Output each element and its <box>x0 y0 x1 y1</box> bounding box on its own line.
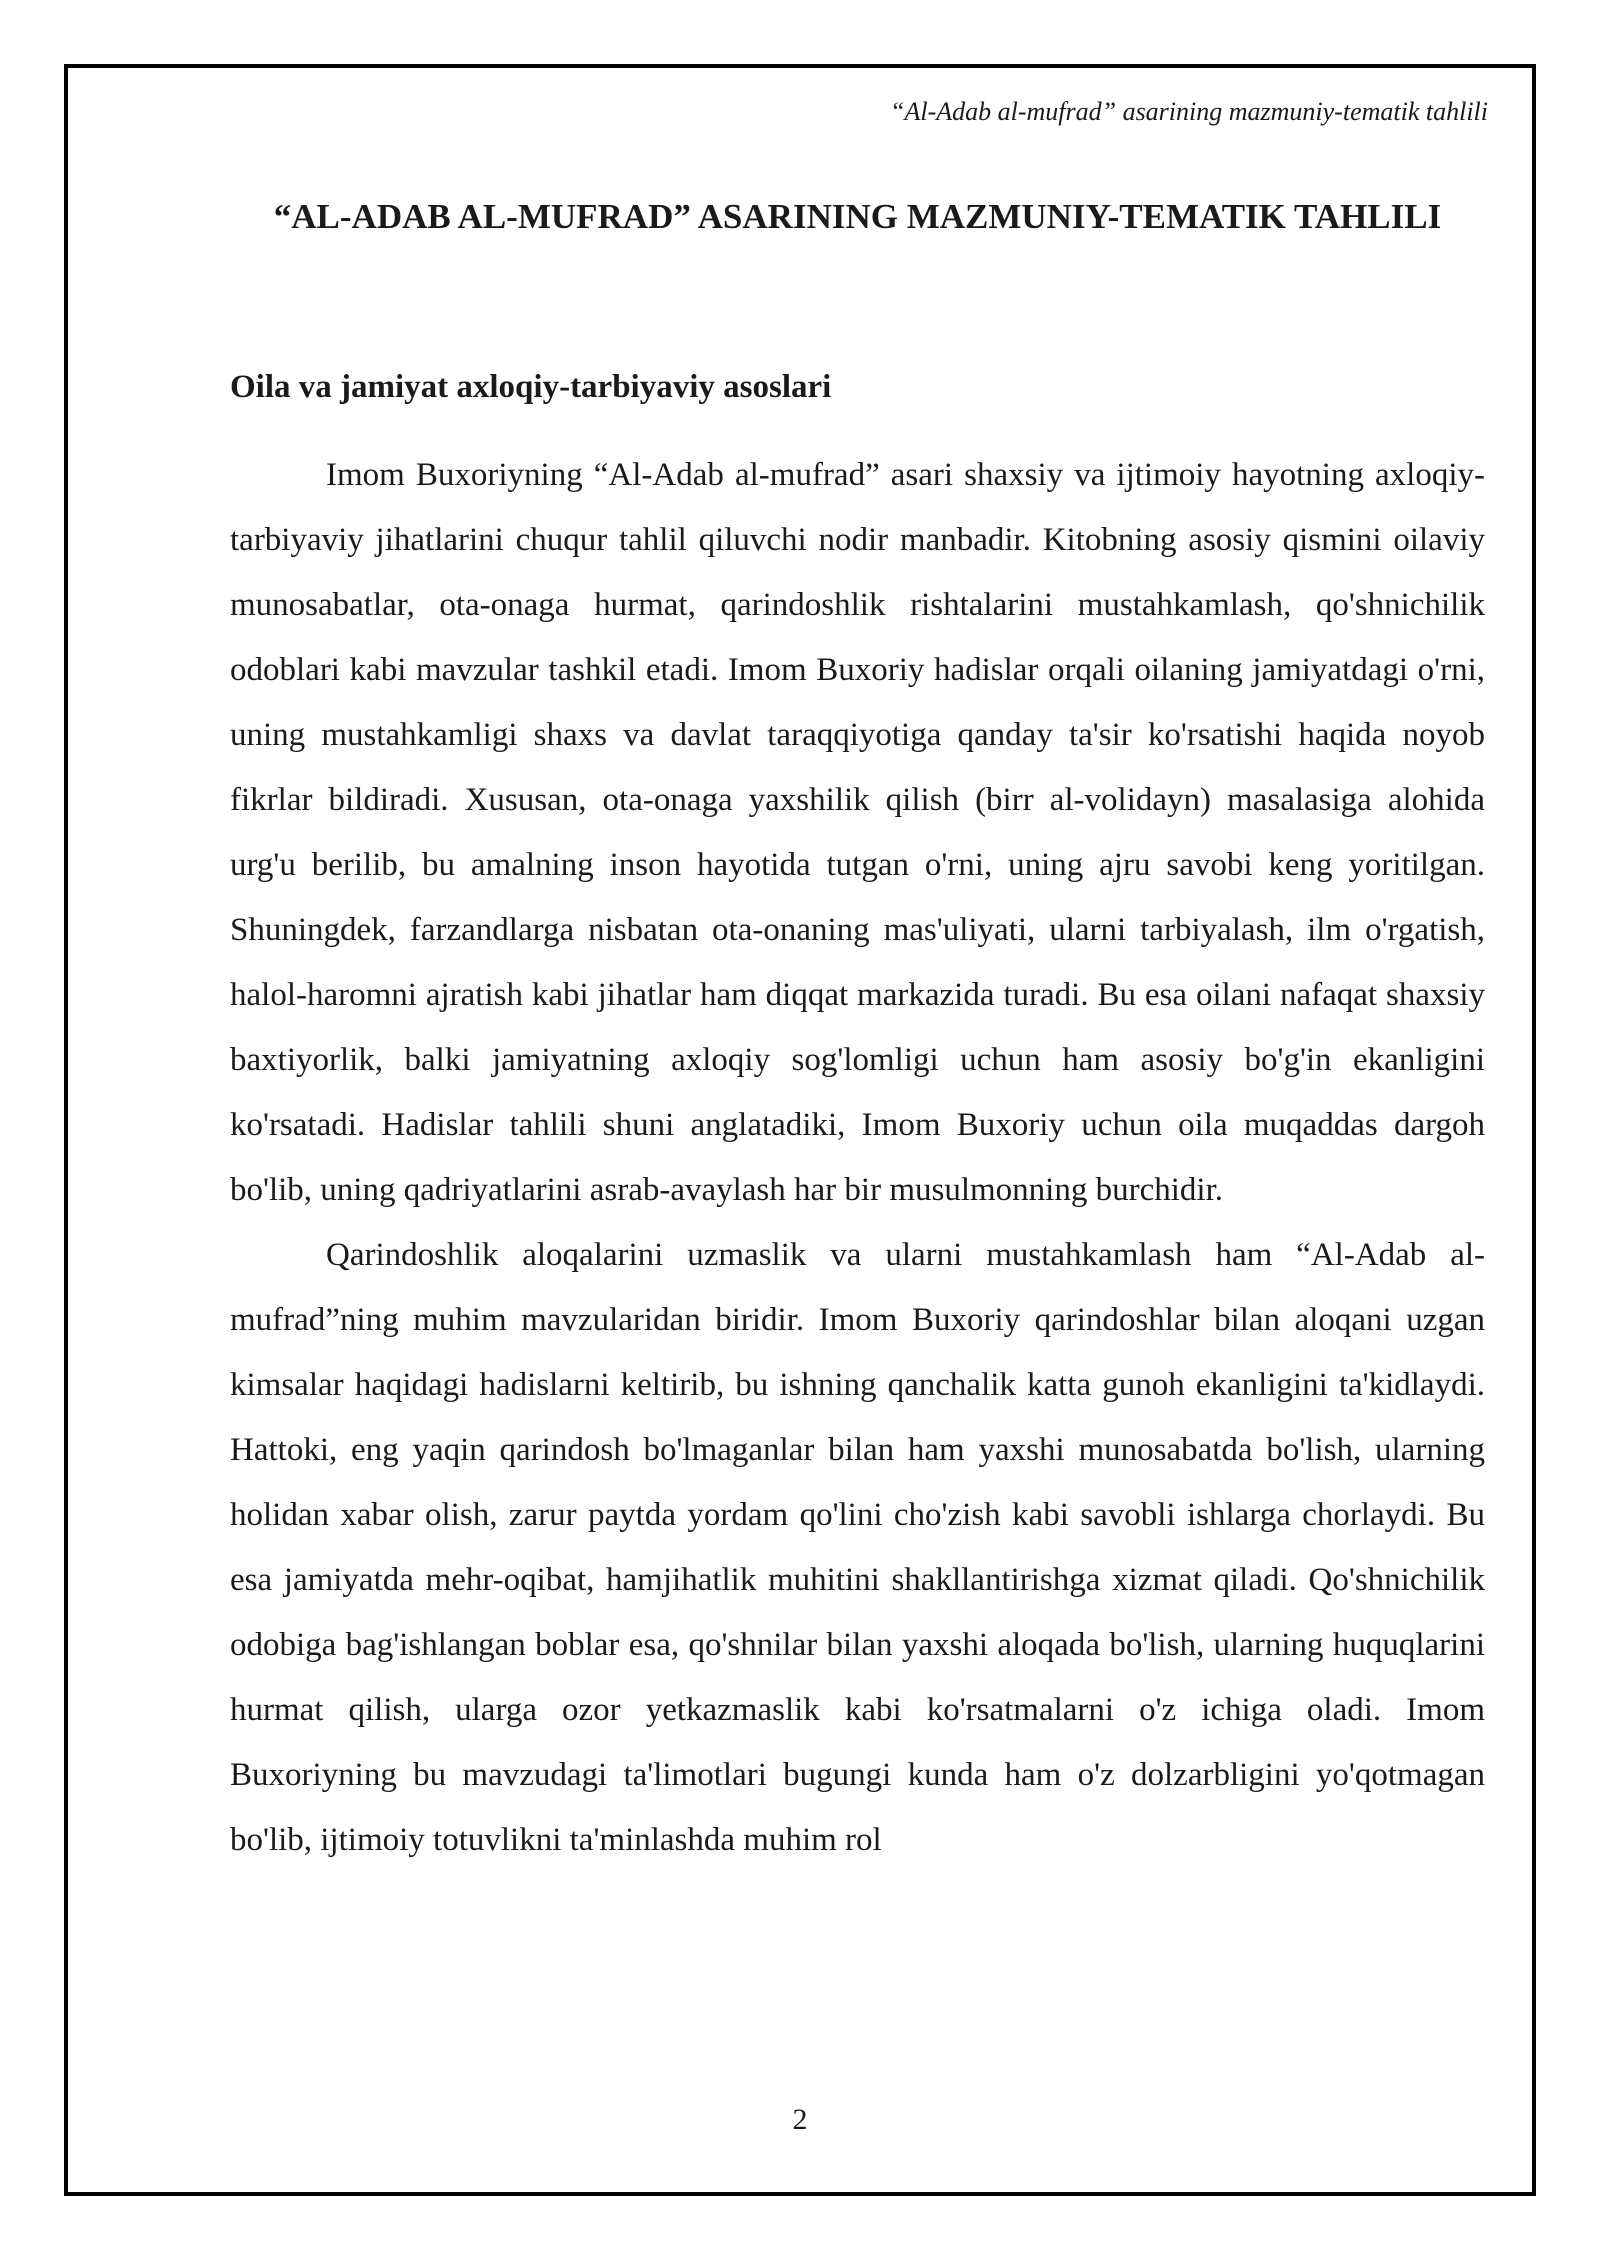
page-number: 2 <box>792 2103 808 2136</box>
document-title: “AL-ADAB AL-MUFRAD” ASARINING MAZMUNIY-TEMATIK TAHLILI <box>273 197 1442 236</box>
running-header: “Al-Adab al-mufrad” asarining mazmuniy-tematik tahlili <box>890 97 1488 126</box>
paragraph: Qarindoshlik aloqalarini uzmaslik va ularni mustahkamlash ham “Al-Adab al-mufrad”ning muhim mavzularidan biridir. Imom Buxoriy qarindoshlar bilan aloqani uzgan kimsalar haqidagi hadislarni keltirib, bu ishning qanchalik katta gunoh ekanligini ta'kidlaydi. Hattoki, eng yaqin qarindosh bo'lmaganlar bilan ham yaxshi munosabatda bo'lish, ularning holidan xabar olish, zarur paytda yordam qo'lini cho'zish kabi savobli ishlarga chorlaydi. Bu esa jamiyatda mehr-oqibat, hamjihatlik muhitini shakllantirishga xizmat qiladi. Qo'shnichilik odobiga bag'ishlangan boblar esa, qo'shnilar bilan yaxshi aloqada bo'lish, ularning huquqlarini hurmat qilish, ularga ozor yetkazmaslik kabi ko'rsatmalarni o'z ichiga oladi. Imom Buxoriyning bu mavzudagi ta'limotlari bugungi kunda ham o'z dolzarbligini yo'qotmagan bo'lib, ijtimoiy totuvlikni ta'minlashda muhim rol <box>230 1237 1485 1858</box>
body-text <box>230 443 1485 1873</box>
paragraph: Imom Buxoriyning “Al-Adab al-mufrad” asari shaxsiy va ijtimoiy hayotning axloqiy-tarbiyaviy jihatlarini chuqur tahlil qiluvchi nodir manbadir. Kitobning asosiy qismini oilaviy munosabatlar, ota-onaga hurmat, qarindoshlik rishtalarini mustahkamlash, qo'shnichilik odoblari kabi mavzular tashkil etadi. Imom Buxoriy hadislar orqali oilaning jamiyatdagi o'rni, uning mustahkamligi shaxs va davlat taraqqiyotiga qanday ta'sir ko'rsatishi haqida noyob fikrlar bildiradi. Xususan, ota-onaga yaxshilik qilish (birr al-volidayn) masalasiga alohida urg'u berilib, bu amalning inson hayotida tutgan o'rni, uning ajru savobi keng yoritilgan. Shuningdek, farzandlarga nisbatan ota-onaning mas'uliyati, ularni tarbiyalash, ilm o'rgatish, halol-haromni ajratish kabi jihatlar ham diqqat markazida turadi. Bu esa oilani nafaqat shaxsiy baxtiyorlik, balki jamiyatning axloqiy sog'lomligi uchun ham asosiy bo'g'in ekanligini ko'rsatadi. Hadislar tahlili shuni anglatadiki, Imom Buxoriy uchun oila muqaddas dargoh bo'lib, uning qadriyatlarini asrab-avaylash har bir musulmonning burchidir. <box>230 457 1485 1208</box>
section-heading: Oila va jamiyat axloqiy-tarbiyaviy asoslari <box>230 369 832 405</box>
